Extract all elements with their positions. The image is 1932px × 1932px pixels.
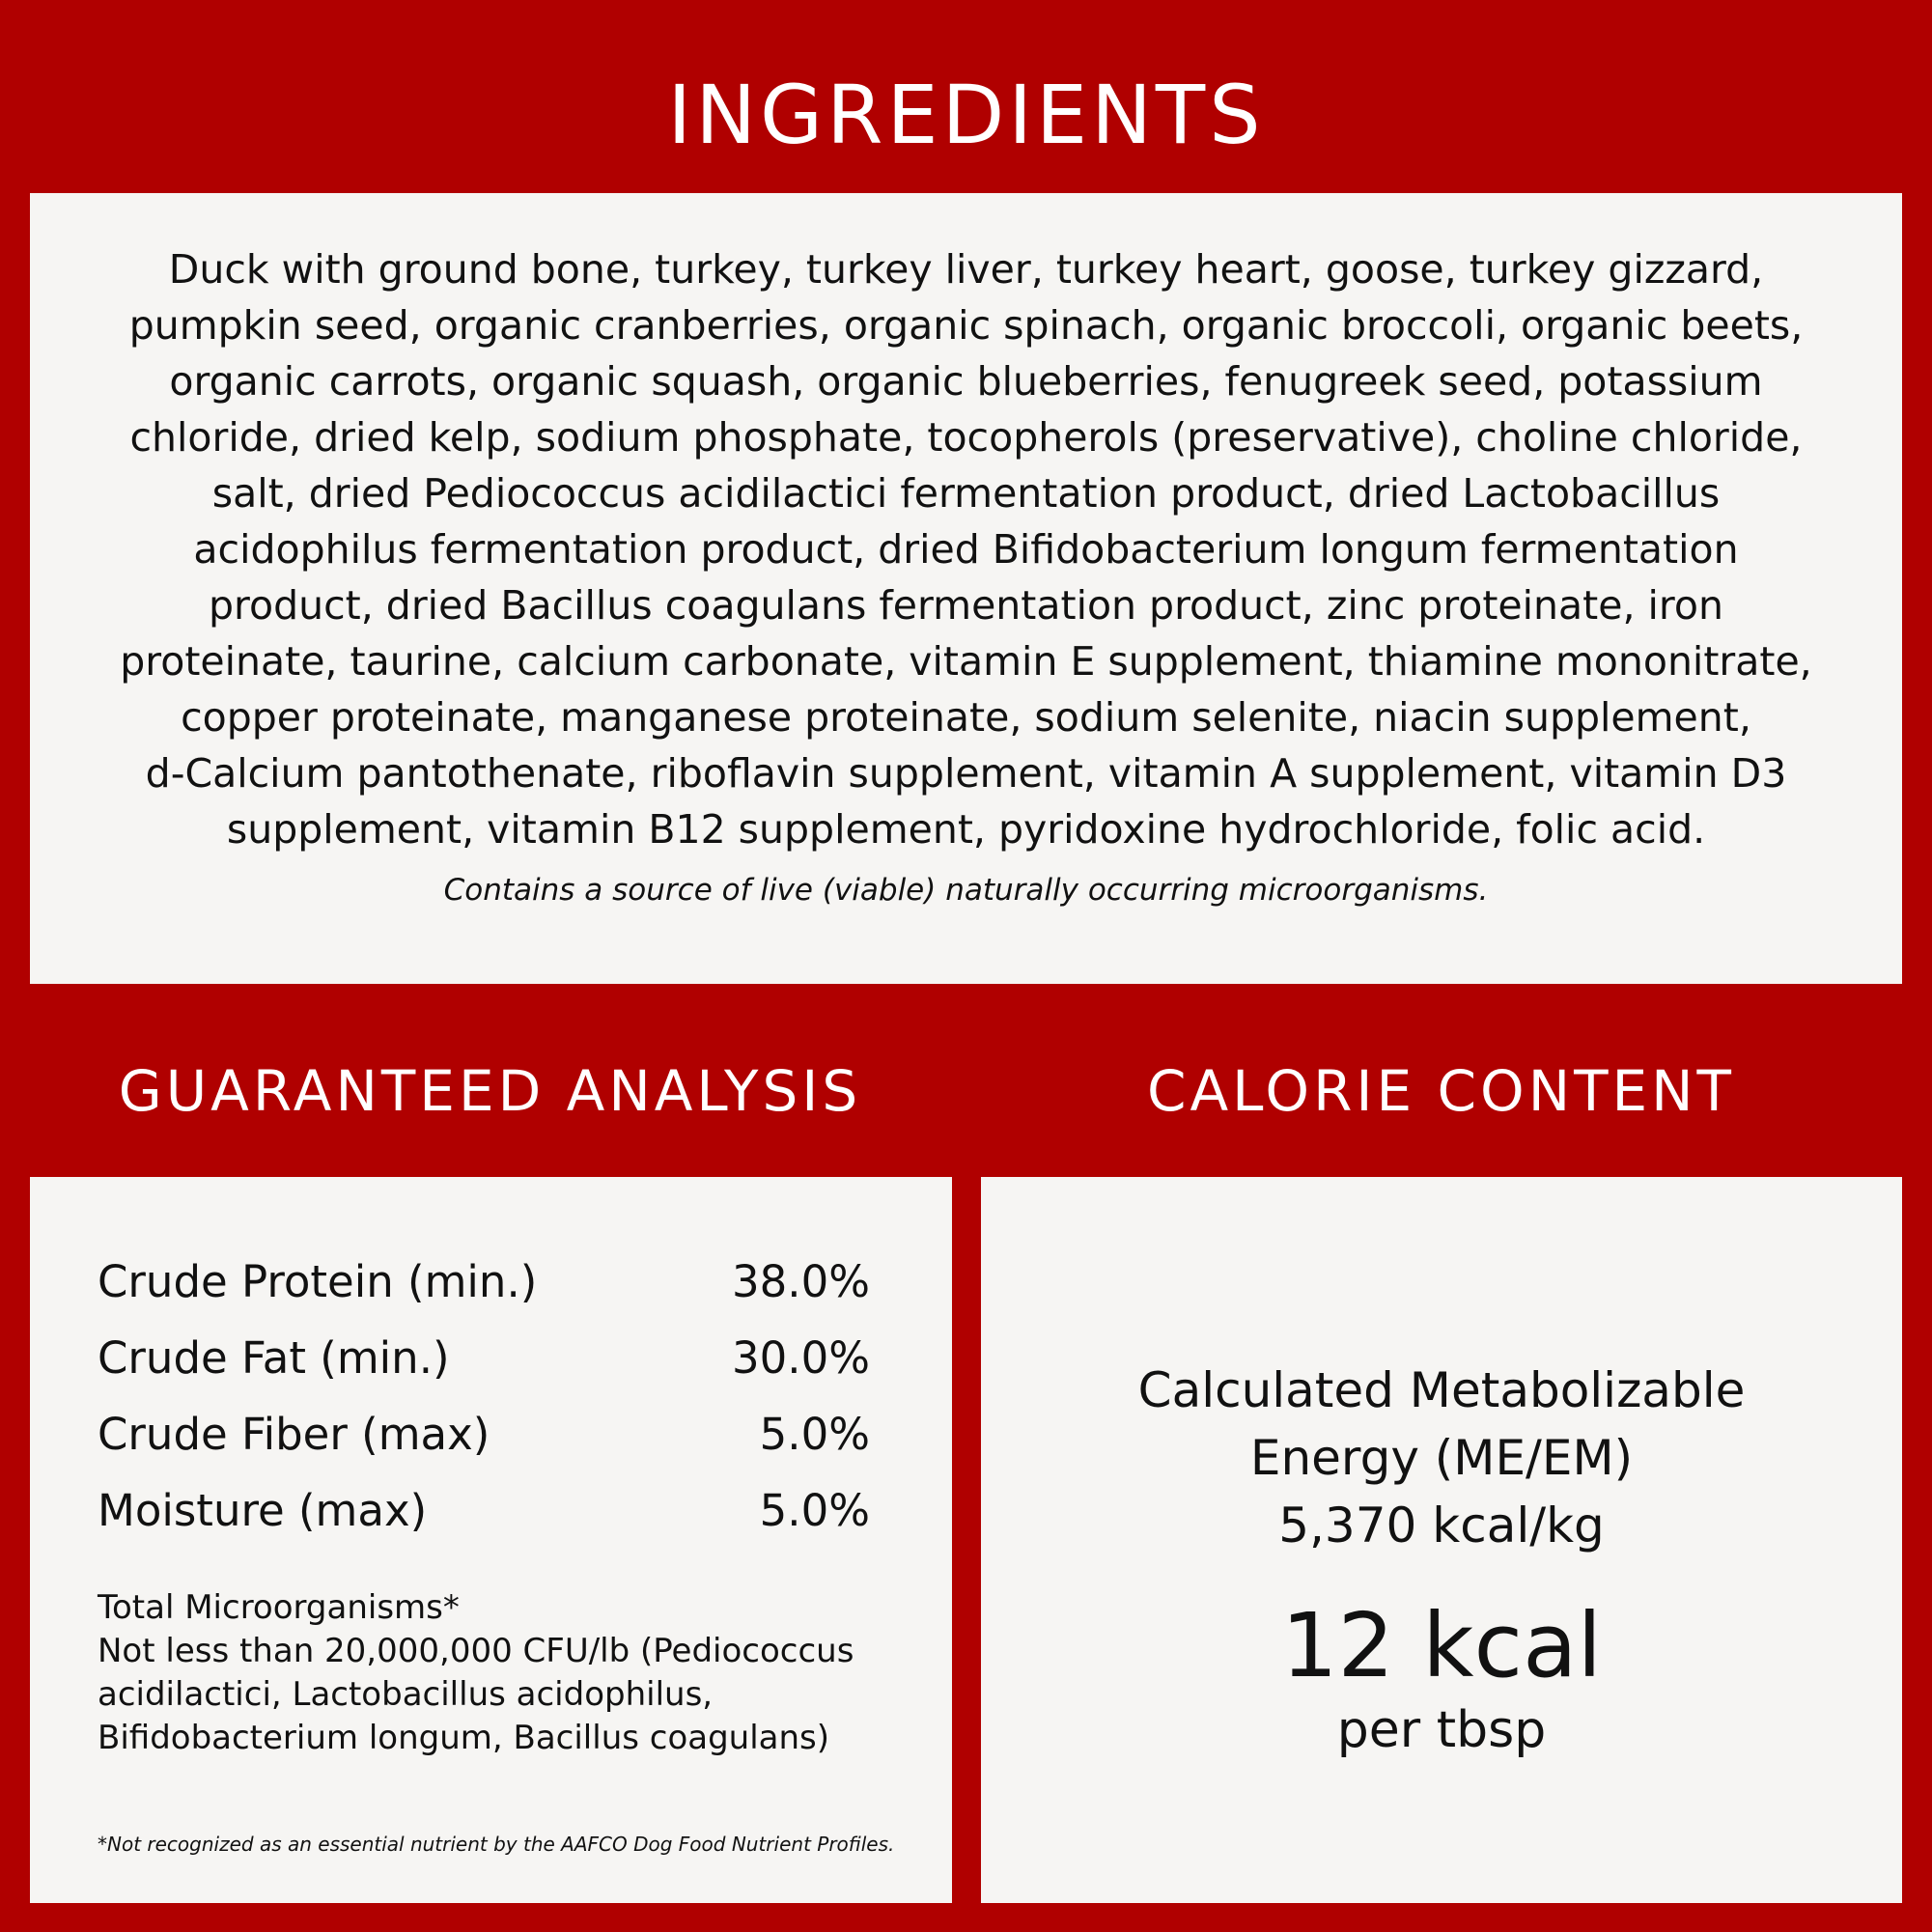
calorie-content-panel [981, 1177, 1902, 1903]
total-microorganisms [98, 1586, 909, 1760]
ingredients-line: organic carrots, organic squash, organic blueberries, fenugreek seed, potassium [169, 358, 1763, 405]
metabolizable-energy [981, 1357, 1902, 1559]
ingredients-line: Duck with ground bone, turkey, turkey liver, turkey heart, goose, turkey gizzard, [168, 246, 1764, 293]
analysis-row-crude-fat [98, 1320, 870, 1396]
microorganisms-note: Contains a source of live (viable) naturally occurring microorganisms. [443, 873, 1489, 908]
ingredients-line: salt, dried Pediococcus acidilactici fermentation product, dried Lactobacillus [211, 470, 1721, 517]
analysis-row-moisture [98, 1472, 870, 1549]
calorie-content-heading: CALORIE CONTENT [1147, 1058, 1735, 1124]
guaranteed-analysis-heading: GUARANTEED ANALYSIS [118, 1058, 862, 1124]
ingredients-line: pumpkin seed, organic cranberries, organic spinach, organic broccoli, organic beets, [128, 302, 1804, 349]
analysis-label: Crude Protein (min.) [98, 1256, 538, 1307]
analysis-value: 38.0% [732, 1256, 870, 1307]
analysis-row-crude-fiber [98, 1396, 870, 1472]
ingredients-line: acidophilus fermentation product, dried Bifidobacterium longum fermentation [193, 526, 1739, 573]
analysis-label: Crude Fiber (max) [98, 1409, 490, 1460]
microorganisms-line: Not less than 20,000,000 CFU/lb (Pediococcus [98, 1632, 854, 1670]
analysis-label: Moisture (max) [98, 1485, 428, 1536]
analysis-value: 5.0% [759, 1409, 870, 1460]
aafco-footnote: *Not recognized as an essential nutrient by the AAFCO Dog Food Nutrient Profiles. [98, 1833, 895, 1856]
ingredients-panel [30, 193, 1902, 984]
ingredients-line: proteinate, taurine, calcium carbonate, vitamin E supplement, thiamine mononitrate, [120, 638, 1812, 685]
microorganisms-line: Bifidobacterium longum, Bacillus coagulans) [98, 1719, 830, 1757]
kcal-per-serving: 12 kcal [1280, 1594, 1603, 1697]
me-line: Calculated Metabolizable [1137, 1362, 1746, 1418]
microorganisms-line: acidilactici, Lactobacillus acidophilus, [98, 1675, 714, 1714]
analysis-row-crude-protein [98, 1244, 870, 1320]
guaranteed-analysis-panel [30, 1177, 952, 1903]
ingredients-list [69, 241, 1863, 857]
microorganisms-line: Total Microorganisms* [98, 1588, 460, 1627]
analysis-value: 5.0% [759, 1485, 870, 1536]
ingredients-line: product, dried Bacillus coagulans fermentation product, zinc proteinate, iron [209, 582, 1723, 629]
serving-unit: per tbsp [1336, 1701, 1547, 1759]
me-value: 5,370 kcal/kg [1278, 1498, 1605, 1554]
ingredients-line: chloride, dried kelp, sodium phosphate, tocopherols (preservative), choline chloride, [129, 414, 1803, 461]
ingredients-line: supplement, vitamin B12 supplement, pyridoxine hydrochloride, folic acid. [226, 806, 1706, 853]
ingredients-heading: INGREDIENTS [667, 68, 1265, 162]
me-line: Energy (ME/EM) [1249, 1430, 1634, 1486]
ingredients-line: d-Calcium pantothenate, riboflavin supplement, vitamin A supplement, vitamin D3 [145, 750, 1787, 797]
analysis-value: 30.0% [732, 1332, 870, 1384]
ingredients-line: copper proteinate, manganese proteinate, sodium selenite, niacin supplement, [181, 694, 1751, 741]
analysis-label: Crude Fat (min.) [98, 1332, 450, 1384]
